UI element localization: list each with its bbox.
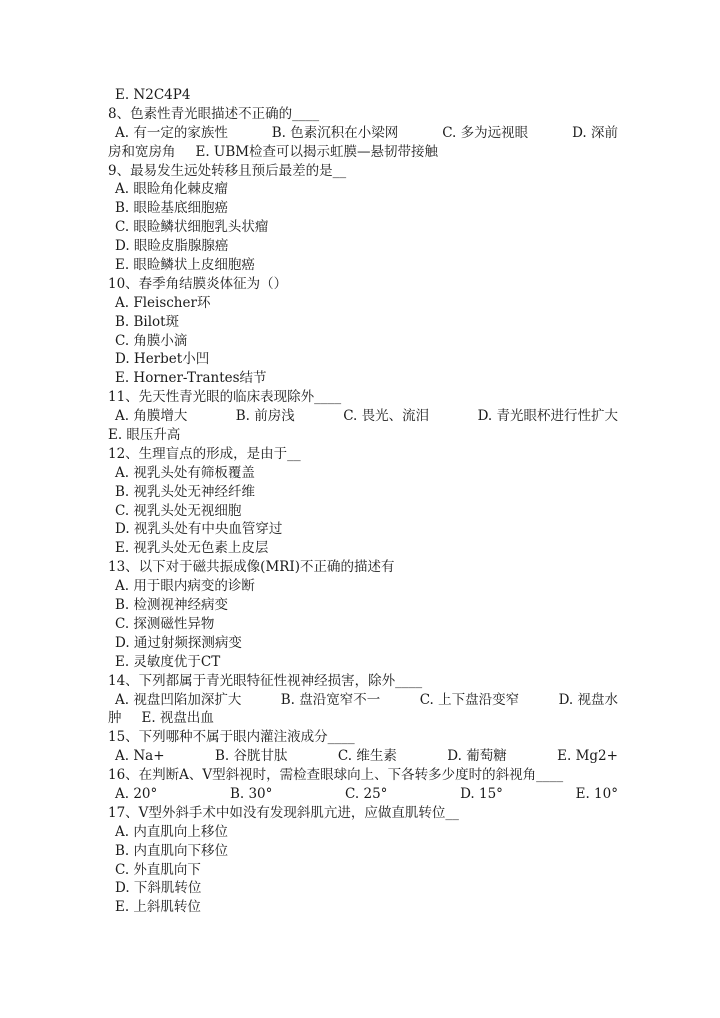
option-line: E. N2C4P4 xyxy=(115,87,191,103)
question-line: E. 眼压升高 xyxy=(108,427,181,444)
options-row xyxy=(108,691,618,710)
options-row xyxy=(108,785,618,804)
options-row xyxy=(108,407,618,426)
option-line: B. Bilot斑 xyxy=(115,313,180,330)
option-line: C. 眼睑鳞状细胞乳头状瘤 xyxy=(115,219,269,236)
option-text: B. 谷胱甘肽 xyxy=(214,748,288,765)
option-line: C. 角膜小滴 xyxy=(115,332,188,349)
options-row xyxy=(108,143,618,162)
option-text: A. 角膜增大 xyxy=(115,408,188,425)
option-text: C. 25° xyxy=(345,785,388,802)
question-line: 16、在判断A、V型斜视时，需检查眼球向上、下各转多少度时的斜视角____ xyxy=(108,767,564,784)
option-line: D. 下斜肌转位 xyxy=(115,880,202,897)
option-line: B. 视乳头处无神经纤维 xyxy=(115,483,256,500)
option-line: D. 眼睑皮脂腺腺癌 xyxy=(115,238,229,255)
question-line: 9、最易发生远处转移且预后最差的是__ xyxy=(108,162,347,179)
option-text: A. 有一定的家族性 xyxy=(115,124,228,141)
option-line: D. 视乳头处有中央血管穿过 xyxy=(115,521,283,538)
option-text: C. 多为远视眼 xyxy=(442,124,529,141)
option-text: D. 视盘水 xyxy=(558,691,618,708)
options-row xyxy=(108,124,618,143)
exam-question-list xyxy=(108,86,618,917)
option-line: E. 灵敏度优于CT xyxy=(115,653,221,670)
option-text: B. 30° xyxy=(229,785,273,802)
question-line: 12、生理盲点的形成，是由于__ xyxy=(108,445,301,462)
option-line: A. 眼睑角化棘皮瘤 xyxy=(115,181,228,198)
option-text: C. 畏光、流泪 xyxy=(343,408,430,425)
option-text: D. 青光眼杯进行性扩大 xyxy=(477,408,618,425)
option-line: D. 通过射频探测病变 xyxy=(115,634,242,651)
option-line: A. 用于眼内病变的诊断 xyxy=(115,578,255,595)
option-line: A. Fleischer环 xyxy=(115,294,211,311)
option-text: D. 葡萄糖 xyxy=(447,748,507,765)
option-text: 肿 xyxy=(108,710,122,727)
option-line: A. 视乳头处有筛板覆盖 xyxy=(115,464,255,481)
options-row xyxy=(108,709,618,728)
option-line: E. 视乳头处无色素上皮层 xyxy=(115,540,269,557)
question-line: 8、色素性青光眼描述不正确的____ xyxy=(108,105,320,122)
option-text: E. 视盘出血 xyxy=(141,710,214,727)
option-text: A. Na+ xyxy=(115,748,165,765)
option-line: C. 探测磁性异物 xyxy=(115,615,215,632)
option-text: A. 视盘凹陷加深扩大 xyxy=(115,691,242,708)
option-text: C. 上下盘沿变窄 xyxy=(419,691,520,708)
option-line: C. 外直肌向下 xyxy=(115,861,201,878)
option-line: E. Horner-Trantes结节 xyxy=(115,370,267,387)
option-text: A. 20° xyxy=(115,785,158,802)
option-line: B. 检测视神经病变 xyxy=(115,597,229,614)
option-text: B. 前房浅 xyxy=(235,408,295,425)
option-text: B. 盘沿宽窄不一 xyxy=(280,691,381,708)
option-line: A. 内直肌向上移位 xyxy=(115,823,228,840)
question-line: 15、下列哪种不属于眼内灌注液成分____ xyxy=(108,729,355,746)
option-line: E. 眼睑鳞状上皮细胞癌 xyxy=(115,257,255,274)
option-line: B. 眼睑基底细胞癌 xyxy=(115,200,229,217)
option-line: C. 视乳头处无视细胞 xyxy=(115,502,242,519)
option-text: E. UBM检查可以揭示虹膜—悬韧带接触 xyxy=(195,143,439,160)
question-line: 14、下列都属于青光眼特征性视神经损害，除外____ xyxy=(108,672,423,689)
option-text: E. 10° xyxy=(575,785,618,802)
question-line: 10、春季角结膜炎体征为（） xyxy=(108,275,288,292)
question-line: 11、先天性青光眼的临床表现除外____ xyxy=(108,389,342,406)
option-line: B. 内直肌向下移位 xyxy=(115,842,229,859)
option-line: D. Herbet小凹 xyxy=(115,351,210,368)
option-line: E. 上斜肌转位 xyxy=(115,899,201,916)
option-text: B. 色素沉积在小梁网 xyxy=(271,124,399,141)
option-text: 房和宽房角 xyxy=(108,143,176,160)
question-line: 13、以下对于磁共振成像(MRI)不正确的描述有 xyxy=(108,559,395,576)
question-line: 17、V型外斜手术中如没有发现斜肌亢进，应做直肌转位__ xyxy=(108,804,459,821)
options-row xyxy=(108,747,618,766)
option-text: D. 15° xyxy=(460,785,503,802)
option-text: E. Mg2+ xyxy=(557,748,618,765)
option-text: D. 深前 xyxy=(572,124,618,141)
option-text: C. 维生素 xyxy=(337,748,397,765)
